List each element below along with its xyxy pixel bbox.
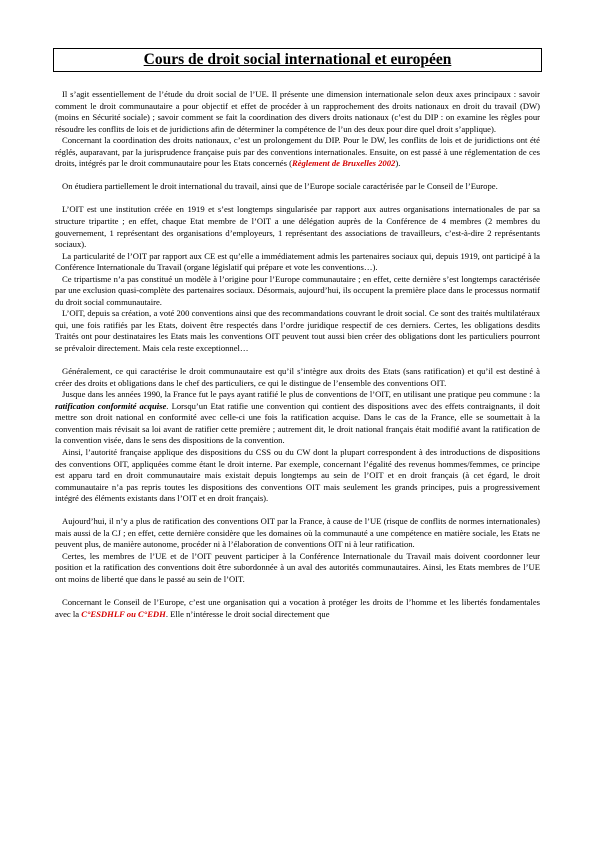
document-title: Cours de droit social international et européen <box>143 51 452 68</box>
paragraph-text: . Elle n’intéresse le droit social directement que <box>165 608 330 619</box>
paragraph <box>55 551 540 586</box>
paragraph-text: Généralement, ce qui caractérise le droit communautaire est qu’il s’intègre aux droits des Etats (sans ratification) et qu’il est destiné à créer des droits et obligations dans le chef des particuliers, ce qui le distingue de l’ensemble des conventions OIT. <box>55 366 540 388</box>
paragraph-text: La particularité de l’OIT par rapport aux CE est qu’elle a immédiatement admis les partenaires sociaux qui, depuis 1919, ont participé à la Conférence Internationale du Travail (organe législatif qui prépare et vote les conventions…). <box>55 250 540 273</box>
paragraph <box>55 447 540 505</box>
paragraph <box>55 274 540 309</box>
paragraph <box>55 308 540 354</box>
paragraph <box>55 251 540 274</box>
emphasized-text: Règlement de Bruxelles 2002 <box>291 158 396 169</box>
paragraph <box>55 135 540 170</box>
title-box <box>53 48 542 72</box>
paragraph <box>55 181 540 193</box>
paragraph-text: ). <box>395 158 401 169</box>
emphasized-text: C°ESDHLF ou C°EDH <box>81 608 166 619</box>
paragraph-text: L’OIT est une institution créée en 1919 et s’est longtemps singularisée par rapport aux autres organisations internationales de par sa structure tripartite ; en effet, chaque Etat membre de l’OIT a une délégation auprès de la Conférence de 4 membres (2 membres du gouvernement, 1 représentant des organisations d’employeurs, 1 représentant des associations de travailleurs, c’est-à-dire 2 représentants sociaux). <box>55 204 540 250</box>
paragraph-text: Concernant le Conseil de l’Europe, c’est une organisation qui a vocation à protéger les droits de l’homme et les libertés fondamentales avec la <box>55 597 540 619</box>
paragraph <box>55 516 540 551</box>
paragraph <box>55 89 540 135</box>
paragraph-text: Ce tripartisme n’a pas constitué un modèle à l’origine pour l’Europe communautaire ; en effet, cette dernière s’est longtemps caractérisée par une exclusion quasi-complète des partenaires sociaux. Désormais, aujourd’hui, ils occupent la première place dans le processus normatif du droit social communautaire. <box>55 273 540 307</box>
paragraph-text: . Lorsqu’un Etat ratifie une convention qui contient des dispositions avec des effets contraignants, il doit mettre son droit national en conformité avec celle-ci une fois la ratification acquise. Dans le cas de la France, elle se soumettait à la convention mais révisait sa loi avant de ratifier cette première ; autrement dit, le droit national français était modifié avant la ratification de la convention visée, dans le sens des dispositions de la convention. <box>55 400 541 446</box>
emphasized-text: ratification conformité acquise <box>55 400 167 411</box>
paragraph-text: Certes, les membres de l’UE et de l’OIT peuvent participer à la Conférence Internationale du Travail mais doivent coordonner leur position et la ratification des conventions doit être subordonnée à un aval des autorités communautaires. Ainsi, les Etats membres de l’UE ont moins de liberté que dans le passé au sein de l’OIT. <box>55 550 540 584</box>
paragraph-text: Concernant la coordination des droits nationaux, c’est un prolongement du DIP. Pour le DW, les conflits de lois et de juridictions ont été réglés, auparavant, par la jurisprudence française puis par des conventions internationales. Ensuite, on est passé à une réglementation de ces droits, intégrés par le droit communautaire pour les Etats concernés ( <box>55 135 540 169</box>
paragraph <box>55 597 540 620</box>
paragraph-text: Aujourd’hui, il n’y a plus de ratification des conventions OIT par la France, à cause de l’UE (risque de conflits de normes internationales) mais aussi de la CJ ; en effet, cette dernière considère que les domaines où la communauté a une compétence en matière sociale, les Etats ne peuvent plus, de manière autonome, procéder ni à l’élaboration de conventions OIT ni à leur ratification. <box>55 516 540 550</box>
document-body <box>55 89 540 620</box>
paragraph-text: Ainsi, l’autorité française applique des dispositions du CSS ou du CW dont la plupart correspondent à des introductions de dispositions des conventions OIT, appliquées comme étant le droit interne. Par exemple, concernant l’égalité des revenus hommes/femmes, ce principe est apparu tard en droit communautaire mais existait depuis longtemps au sein de l’OIT et en droit français (à cet égard, le droit communautaire n’a pas repris toutes les dispositions des conventions OIT mais seulement les grands principes, puis a progressivement intégré des éléments existants dans l’OIT et en droit français). <box>55 446 540 504</box>
paragraph-text: L’OIT, depuis sa création, a voté 200 conventions ainsi que des recommandations couvrant le droit social. Ce sont des traités multilatéraux qui, une fois ratifiés par les Etats, doivent être respectés dans l’ordre juridique respectif de ces derniers. Certes, les obligations desdits Traités ont pour destinataires les Etats mais les conventions OIT peuvent tout aussi bien créer des obligations dont les particuliers pourront se prévaloir directement. Mais cela reste exceptionnel… <box>55 308 540 354</box>
paragraph <box>55 389 540 447</box>
paragraph <box>55 366 540 389</box>
paragraph-text: On étudiera partiellement le droit international du travail, ainsi que de l’Europe sociale caractérisée par le Conseil de l’Europe. <box>62 181 498 192</box>
paragraph-text: Il s’agit essentiellement de l’étude du droit social de l’UE. Il présente une dimension internationale selon deux axes principaux : savoir comment le droit communautaire a pour objectif et effet de procéder à un rapprochement des droits nationaux en droit du travail (DW) (moins en Sécurité sociale) ; savoir comment se fait la coordination des divers droits nationaux (c’est du DIP : on examine les règles pour résoudre les conflits de lois et de juridictions afin de déterminer la compétence de l’un des deux pour dire quel droit s’applique). <box>55 89 540 134</box>
paragraph <box>55 204 540 250</box>
paragraph-text: Jusque dans les années 1990, la France fut le pays ayant ratifié le plus de conventions de l’OIT, en utilisant une pratique peu commune : la <box>62 389 540 400</box>
